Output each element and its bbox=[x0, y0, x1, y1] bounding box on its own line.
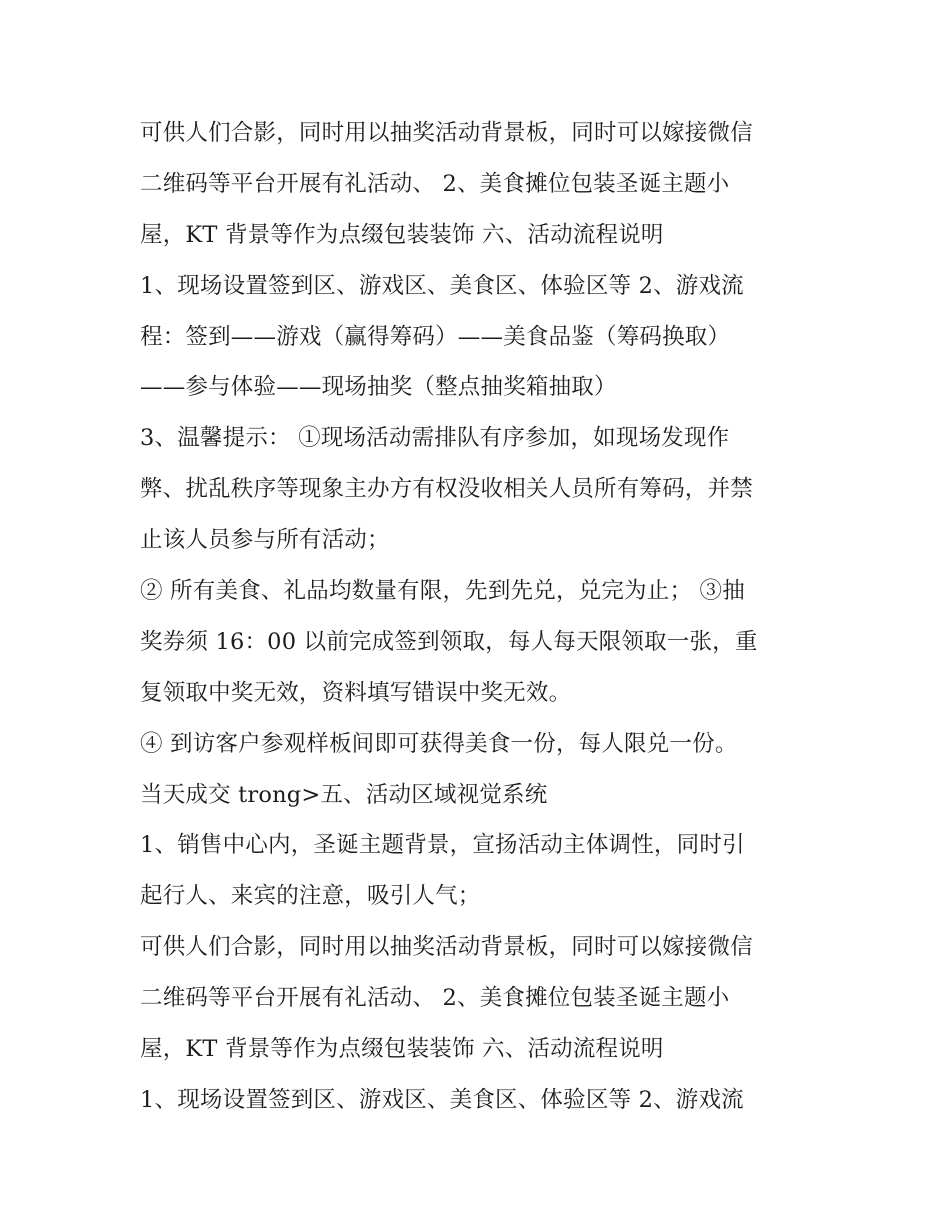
text-line: 止该人员参与所有活动； bbox=[140, 527, 390, 554]
text-line: ② 所有美食、礼品均数量有限，先到先兑，兑完为止； ③抽 bbox=[140, 578, 745, 605]
text-line: ——参与体验——现场抽奖（整点抽奖箱抽取） bbox=[140, 374, 617, 401]
text-line: 弊、扰乱秩序等现象主办方有权没收相关人员所有筹码，并禁 bbox=[140, 476, 753, 503]
text-line: 3、温馨提示： ①现场活动需排队有序参加，如现场发现作 bbox=[140, 425, 730, 452]
document-body bbox=[140, 108, 830, 1126]
text-line: 1、现场设置签到区、游戏区、美食区、体验区等 2、游戏流 bbox=[140, 272, 744, 299]
text-line: 奖券须 16：00 以前完成签到领取，每人每天限领取一张，重 bbox=[140, 628, 758, 655]
text-line: 程：签到——游戏（赢得筹码）——美食品鉴（筹码换取） bbox=[140, 323, 731, 350]
text-line: 可供人们合影，同时用以抽奖活动背景板，同时可以嫁接微信 bbox=[140, 120, 753, 146]
text-line: 1、现场设置签到区、游戏区、美食区、体验区等 2、游戏流 bbox=[140, 1086, 744, 1113]
text-line: 可供人们合影，同时用以抽奖活动背景板，同时可以嫁接微信 bbox=[140, 934, 753, 961]
text-line: 二维码等平台开展有礼活动、 2、美食摊位包装圣诞主题小 bbox=[140, 170, 730, 197]
text-line: 当天成交 trong>五、活动区域视觉系统 bbox=[140, 781, 548, 808]
text-line: ④ 到访客户参观样板间即可获得美食一份，每人限兑一份。 bbox=[140, 730, 738, 757]
text-line: 二维码等平台开展有礼活动、 2、美食摊位包装圣诞主题小 bbox=[140, 985, 730, 1012]
text-line: 复领取中奖无效，资料填写错误中奖无效。 bbox=[140, 679, 572, 706]
text-line: 屋，KT 背景等作为点缀包装装饰 六、活动流程说明 bbox=[140, 221, 664, 248]
text-line: 1、销售中心内，圣诞主题背景，宣扬活动主体调性，同时引 bbox=[140, 832, 745, 859]
text-line: 起行人、来宾的注意，吸引人气； bbox=[140, 883, 481, 910]
text-line: 屋，KT 背景等作为点缀包装装饰 六、活动流程说明 bbox=[140, 1036, 664, 1063]
